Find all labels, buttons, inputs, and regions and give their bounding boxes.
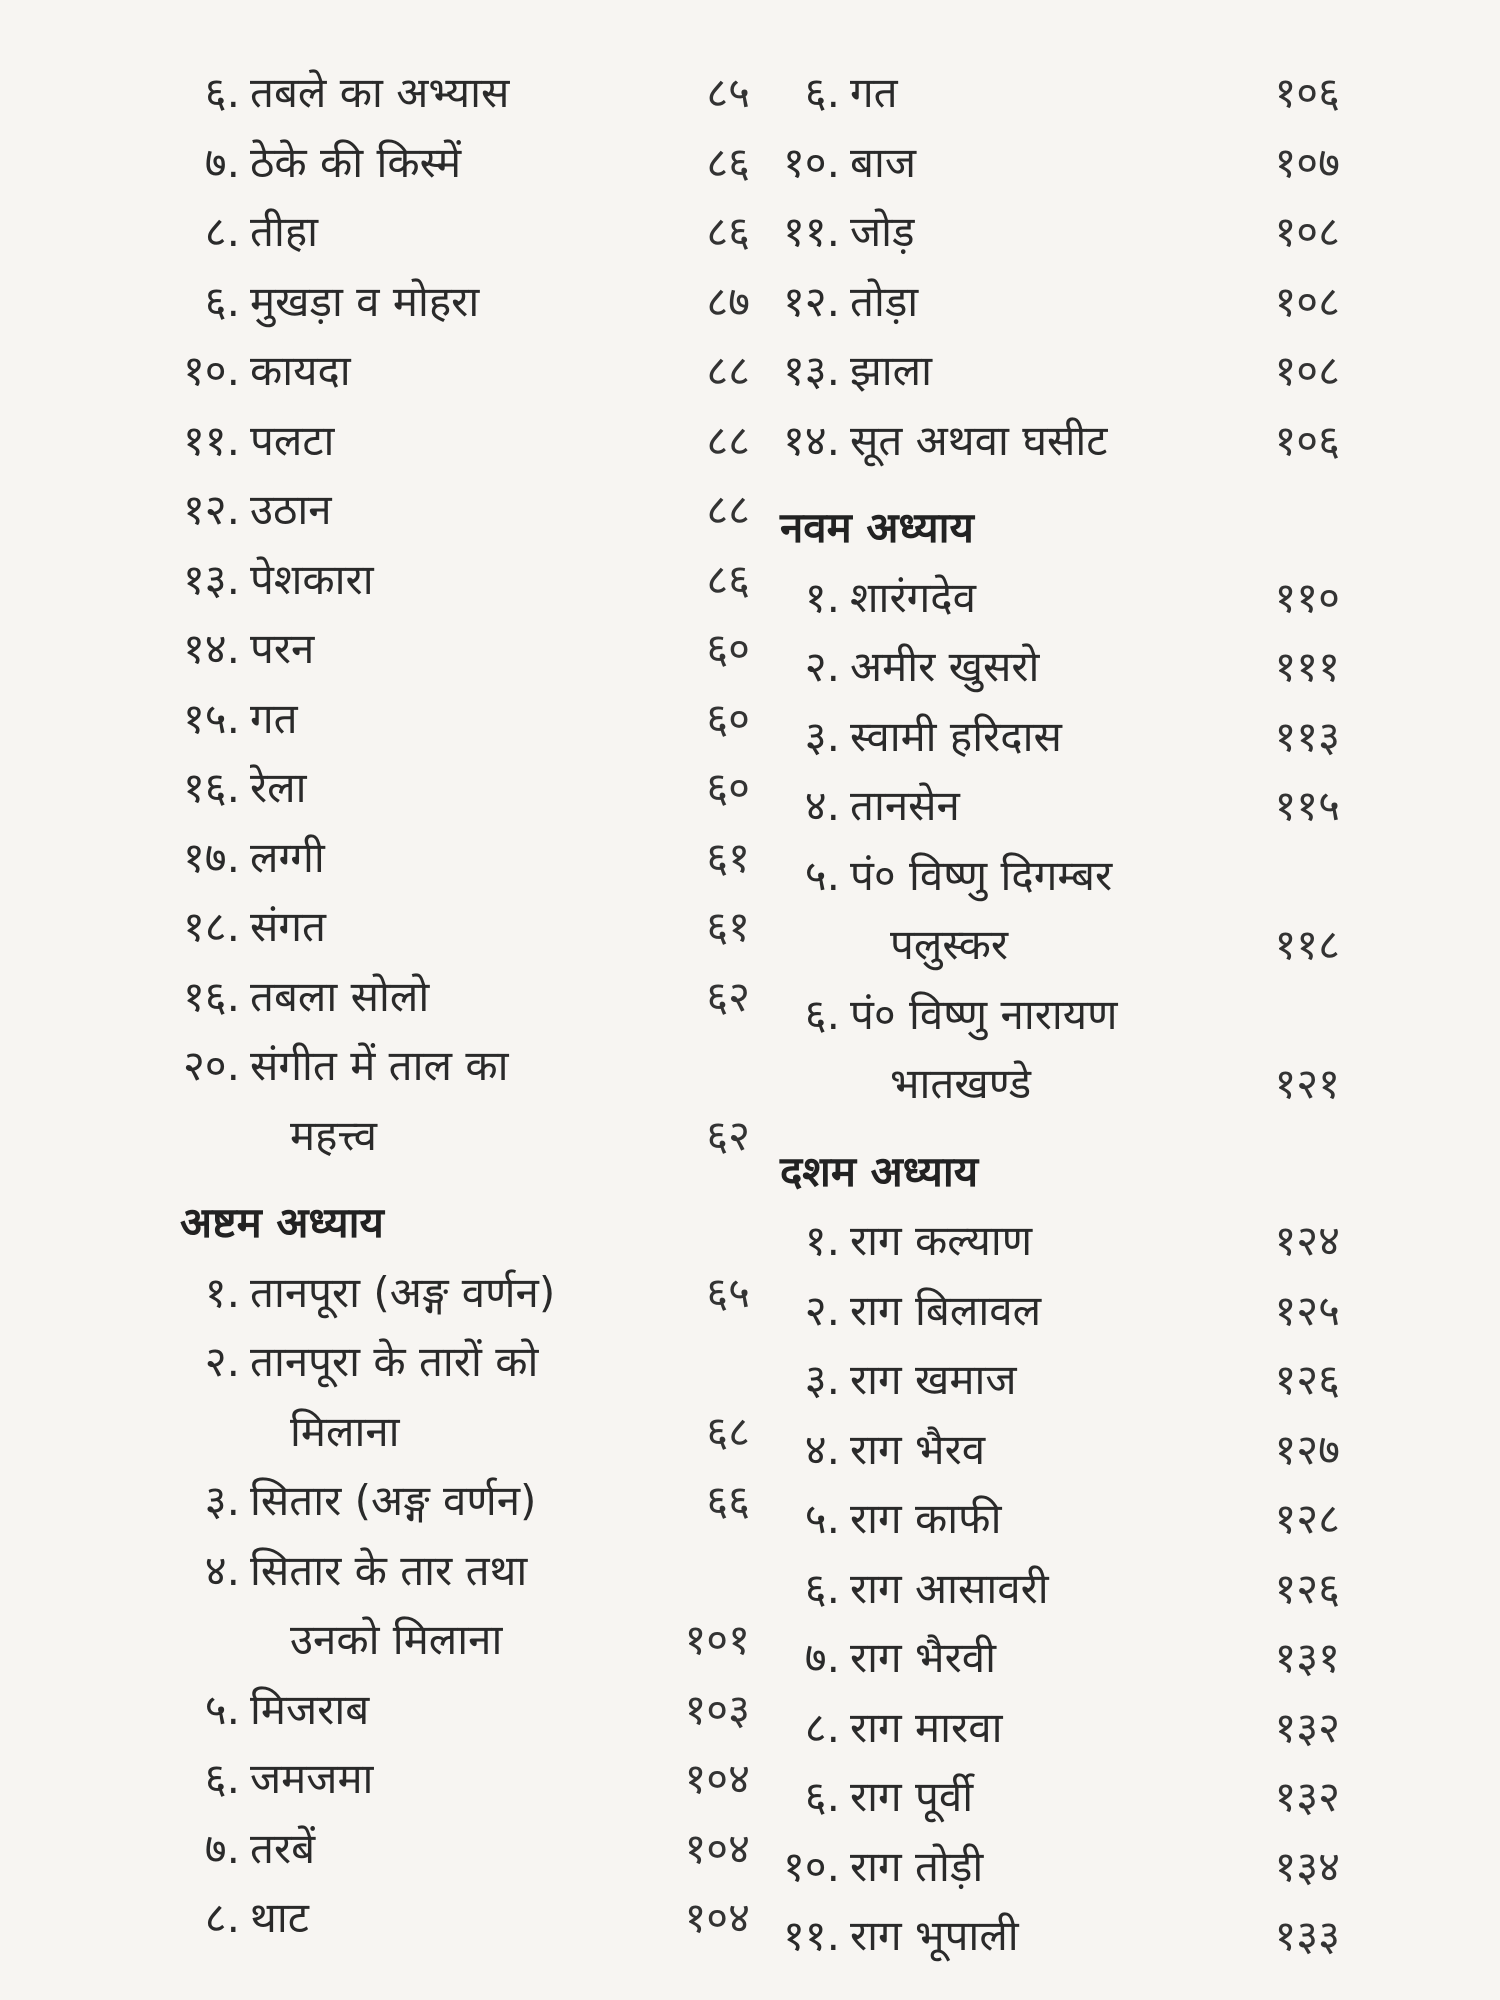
entry-title: लग्गी [250,832,325,882]
contents-entry [770,1623,1340,1693]
entry-title: मिलाना [290,1406,400,1456]
entry-title: उठान [250,485,332,534]
entry-title: सूत अथवा घसीट [850,415,1108,465]
entry-number: १४. [182,624,240,673]
entry-title: रेला [250,763,307,812]
entry-number: ४. [804,1424,840,1474]
contents-entry [770,1206,1340,1276]
entry-page-number: ६० [706,693,750,743]
entry-title: तोड़ा [850,276,919,326]
entry-page-number: १३१ [1274,1633,1340,1682]
entry-title: राग काफी [850,1494,1002,1543]
contents-entry [770,1901,1340,1971]
entry-page-number: १३२ [1274,1702,1340,1752]
contents-entry [770,267,1340,337]
entry-title: गत [250,693,298,743]
chapter-heading-8: अष्टम अध्याय [180,1198,384,1247]
entry-page-number: ६१ [706,902,750,951]
entry-title: राग कल्याण [850,1216,1033,1265]
entry-number: ११. [182,415,240,465]
entry-number: ७. [204,1823,240,1873]
entry-title: बाज [850,137,917,187]
contents-entry [150,1031,750,1101]
entry-number: १५. [182,693,240,743]
entry-page-number: ८७ [706,276,750,326]
left-list-1 [150,58,750,1170]
entry-number: ६. [804,989,840,1039]
entry-title: शारंगदेव [850,572,976,622]
entry-page-number: १०७ [1274,137,1340,187]
entry-number: ७. [204,137,240,187]
entry-page-number: ६० [706,624,750,673]
entry-page-number: ६८ [706,1406,750,1456]
entry-title: सितार के तार तथा [250,1545,528,1595]
contents-entry [770,702,1340,772]
entry-page-number: ८६ [706,207,750,256]
entry-page-number: ८८ [706,346,750,395]
entry-number: ३. [804,1355,840,1404]
entry-title: तरबें [250,1823,316,1873]
entry-title: भातखण्डे [890,1059,1032,1108]
entry-title: तानपूरा के तारों को [250,1337,539,1386]
contents-entry-continuation [770,1049,1340,1119]
entry-number: ६. [204,276,240,326]
right-list-2 [770,563,1340,1119]
entry-number: १३. [182,554,240,604]
entry-page-number: ११८ [1274,920,1340,969]
entry-page-number: १०१ [684,1615,750,1664]
entry-title: राग तोड़ी [850,1841,984,1891]
entry-page-number: ८६ [706,554,750,604]
entry-number: २. [804,1285,840,1335]
entry-title: महत्त्व [290,1110,377,1160]
entry-number: ८. [804,1702,840,1752]
entry-title: राग भैरवी [850,1633,996,1682]
entry-number: १७. [182,832,240,882]
left-list-2 [150,1258,750,1953]
entry-page-number: १२५ [1274,1285,1340,1335]
contents-entry [770,1345,1340,1415]
entry-number: १६. [182,971,240,1021]
entry-number: १०. [182,346,240,395]
contents-entry [770,1762,1340,1832]
contents-entry [770,771,1340,841]
left-column [150,58,750,1953]
right-list-3 [770,1206,1340,1971]
contents-entry [150,1744,750,1814]
entry-number: १८. [182,902,240,951]
entry-title: राग बिलावल [850,1285,1042,1335]
right-column [770,58,1340,1971]
contents-entry [150,1536,750,1606]
entry-page-number: १०६ [1274,68,1340,117]
entry-title: राग भूपाली [850,1911,1019,1960]
contents-entry [150,1814,750,1884]
entry-title: तानपूरा (अङ्ग वर्णन) [250,1267,556,1317]
entry-page-number: १२१ [1274,1059,1340,1108]
contents-entry [150,58,750,128]
entry-title: गत [850,68,898,117]
entry-number: ६. [804,1772,840,1821]
entry-title: पं० विष्णु नारायण [850,989,1118,1039]
entry-page-number: १०८ [1274,346,1340,395]
entry-number: २. [204,1337,240,1386]
entry-title: सितार (अङ्ग वर्णन) [250,1476,537,1525]
contents-entry [770,1693,1340,1763]
contents-entry [150,614,750,684]
contents-entry [150,753,750,823]
entry-page-number: १२६ [1274,1355,1340,1404]
entry-page-number: ६६ [706,1476,750,1525]
entry-title: पलुस्कर [890,920,1009,969]
entry-page-number: १३३ [1274,1911,1340,1960]
contents-entry [150,1327,750,1397]
entry-page-number: ६१ [706,832,750,882]
contents-entry [150,1258,750,1328]
entry-title: राग भैरव [850,1424,986,1474]
entry-page-number: १०४ [684,1754,750,1803]
contents-entry [770,128,1340,198]
right-list-1 [770,58,1340,475]
entry-title: तबले का अभ्यास [250,68,510,117]
entry-title: राग आसावरी [850,1563,1049,1613]
contents-entry [770,1832,1340,1902]
entry-title: जमजमा [250,1754,374,1803]
entry-page-number: १०८ [1274,276,1340,326]
entry-title: थाट [250,1893,309,1942]
entry-page-number: १११ [1274,642,1340,691]
entry-page-number: १०८ [1274,207,1340,256]
contents-entry [150,823,750,893]
entry-page-number: ८८ [706,485,750,534]
contents-entry [150,684,750,754]
chapter-heading-9: नवम अध्याय [780,503,974,552]
entry-title: पलटा [250,415,335,465]
entry-number: १२. [182,485,240,534]
chapter-heading-10: दशम अध्याय [780,1146,979,1196]
contents-entry [770,197,1340,267]
contents-entry [150,1466,750,1536]
entry-number: ५. [804,850,840,900]
entry-page-number: ६२ [706,971,750,1021]
contents-entry [770,1484,1340,1554]
entry-number: १६. [182,763,240,812]
entry-title: संगीत में ताल का [250,1041,509,1090]
contents-entry [150,267,750,337]
entry-number: ८. [204,1893,240,1942]
entry-number: ६. [804,68,840,117]
entry-page-number: १३४ [1274,1841,1340,1891]
entry-title: कायदा [250,346,351,395]
contents-entry-continuation [770,910,1340,980]
entry-number: ७. [804,1633,840,1682]
entry-page-number: ८६ [706,137,750,187]
entry-page-number: ६० [706,763,750,812]
entry-number: १३. [782,346,840,395]
contents-entry [770,58,1340,128]
entry-page-number: १०४ [684,1823,750,1873]
entry-title: मिजराब [250,1684,370,1734]
contents-entry [150,1675,750,1745]
entry-title: राग मारवा [850,1702,1003,1752]
contents-entry [770,1415,1340,1485]
contents-entry [150,336,750,406]
entry-page-number: १२६ [1274,1563,1340,1613]
contents-entry [150,892,750,962]
contents-entry [770,632,1340,702]
entry-title: ठेके की किस्में [250,137,462,187]
entry-page-number: ११० [1274,572,1340,622]
entry-number: ६. [204,1754,240,1803]
entry-page-number: ६५ [706,1267,750,1317]
entry-title: झाला [850,346,932,395]
contents-entry [150,197,750,267]
entry-number: ११. [782,207,840,256]
entry-title: परन [250,624,315,673]
entry-title: उनको मिलाना [290,1615,503,1664]
entry-number: ११. [782,1911,840,1960]
entry-page-number: १०६ [1274,415,1340,465]
entry-number: १. [804,1216,840,1265]
entry-title: राग खमाज [850,1355,1017,1404]
entry-page-number: १२७ [1274,1424,1340,1474]
contents-entry [770,1554,1340,1624]
entry-page-number: १२४ [1274,1216,1340,1265]
entry-number: १. [804,572,840,622]
contents-entry [150,962,750,1032]
contents-entry [150,406,750,476]
entry-number: ३. [204,1476,240,1525]
entry-title: मुखड़ा व मोहरा [250,276,480,326]
entry-title: संगत [250,902,326,951]
entry-number: २०. [182,1041,240,1090]
entry-page-number: १०३ [684,1684,750,1734]
entry-number: १०. [782,137,840,187]
entry-number: ५. [804,1494,840,1543]
entry-number: १०. [782,1841,840,1891]
entry-page-number: १०४ [684,1893,750,1942]
entry-title: स्वामी हरिदास [850,711,1062,761]
contents-entry-continuation [150,1605,750,1675]
contents-entry [770,1276,1340,1346]
entry-number: ६. [804,1563,840,1613]
contents-entry [770,563,1340,633]
entry-number: ३. [804,711,840,761]
contents-entry [150,1883,750,1953]
entry-title: तीहा [250,207,318,256]
entry-page-number: ११३ [1274,711,1340,761]
entry-number: २. [804,642,840,691]
contents-entry-continuation [150,1397,750,1467]
entry-page-number: ८५ [706,68,750,117]
contents-entry [150,128,750,198]
contents-entry-continuation [150,1101,750,1171]
entry-page-number: ६२ [706,1110,750,1160]
entry-title: राग पूर्वी [850,1772,974,1821]
contents-entry [150,475,750,545]
entry-number: ६. [204,68,240,117]
entry-number: १. [204,1267,240,1317]
entry-page-number: १३२ [1274,1772,1340,1821]
entry-number: १४. [782,415,840,465]
contents-entry [770,980,1340,1050]
entry-title: पेशकारा [250,554,374,604]
entry-number: १२. [782,276,840,326]
entry-title: पं० विष्णु दिगम्बर [850,850,1113,900]
entry-title: जोड़ [850,207,915,256]
contents-entry [150,545,750,615]
entry-title: अमीर खुसरो [850,642,1040,691]
contents-entry [770,841,1340,911]
entry-page-number: ८८ [706,415,750,465]
entry-title: तानसेन [850,781,960,830]
contents-entry [770,406,1340,476]
entry-number: ५. [204,1684,240,1734]
entry-number: ४. [204,1545,240,1595]
entry-title: तबला सोलो [250,971,430,1021]
entry-page-number: ११५ [1274,781,1340,830]
contents-entry [770,336,1340,406]
entry-number: ८. [204,207,240,256]
entry-number: ४. [804,781,840,830]
entry-page-number: १२८ [1274,1494,1340,1543]
